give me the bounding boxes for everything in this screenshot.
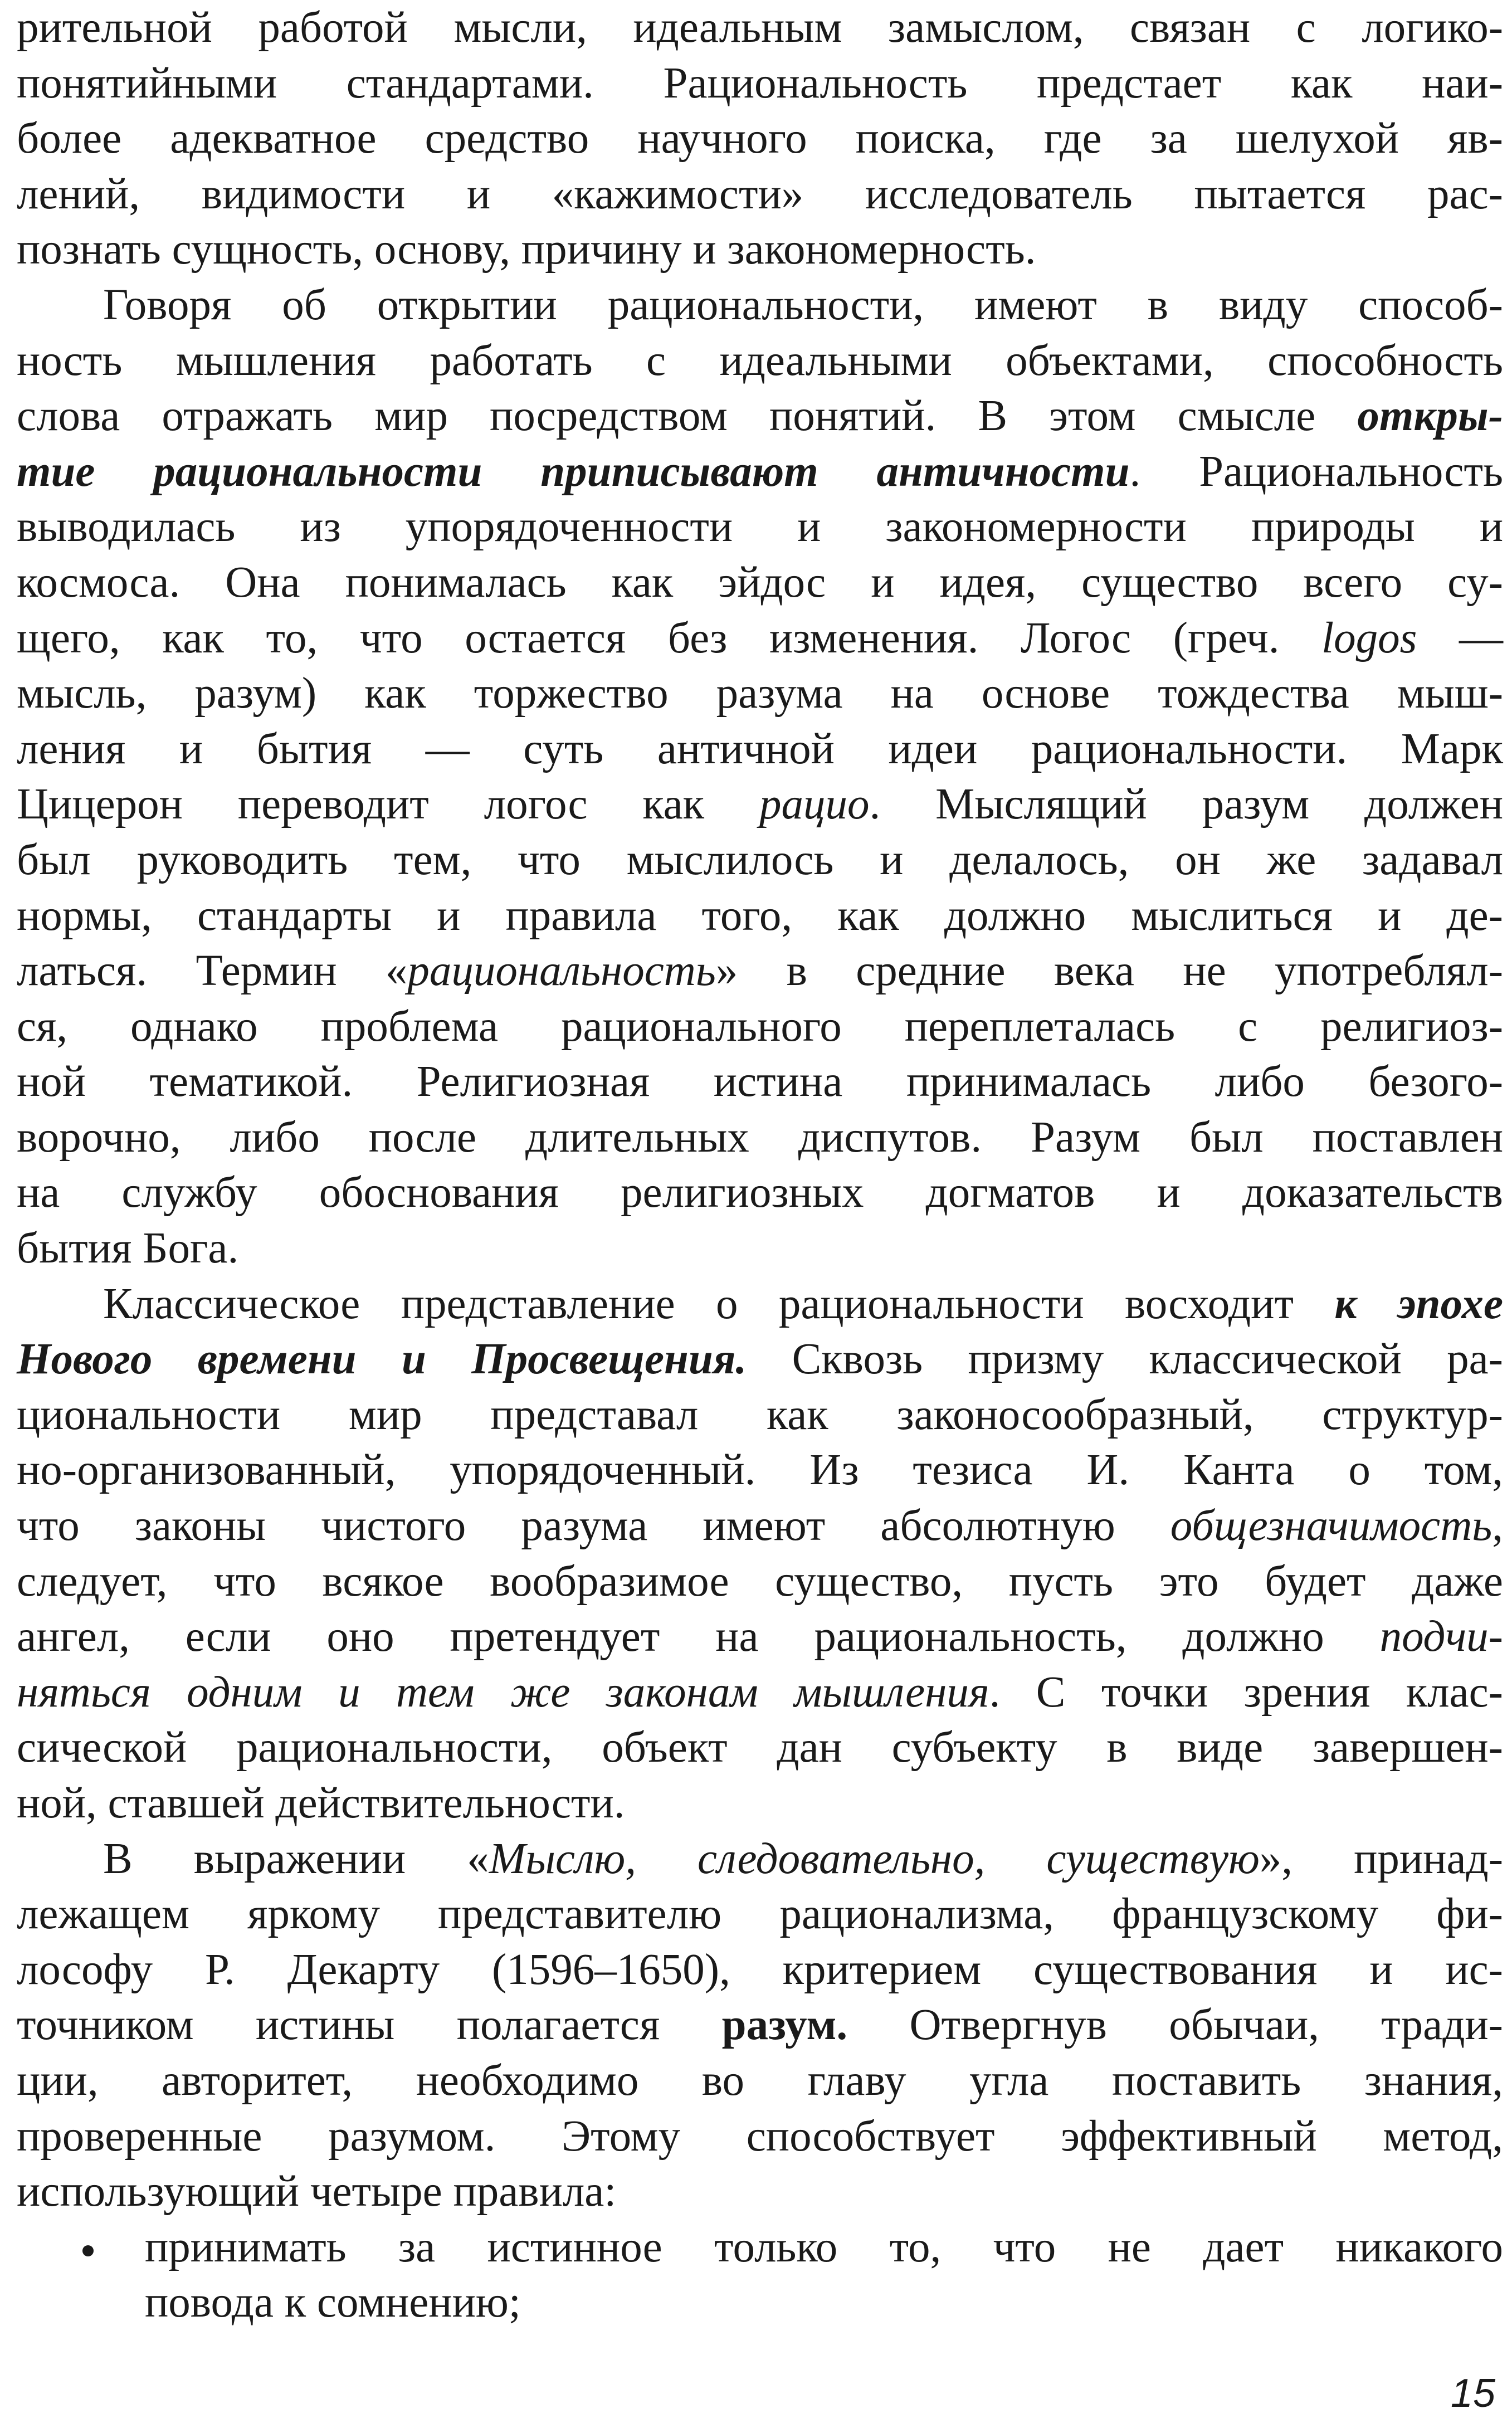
text-run: Отвергнув обычаи, тради- (847, 2001, 1503, 2050)
text-run: Сквозь призму классической ра- (747, 1335, 1503, 1384)
text-line (17, 1997, 1503, 2053)
text-line: лений, видимости и «кажимости» исследователь пытается рас- (17, 169, 1503, 218)
text-line (17, 1276, 1503, 1332)
italic-text: Мыслю, следовательно, существую (489, 1834, 1260, 1883)
text-line: сической рациональности, объект дан субъекту в виде завершен- (17, 1723, 1503, 1772)
text-line: ной тематикой. Религиозная истина принималась либо безого- (17, 1057, 1503, 1106)
italic-text: няться одним и тем же законам мышления (17, 1668, 989, 1717)
text-run: . Рациональность (1129, 447, 1503, 496)
emphasis-text: Нового времени и Просвещения. (17, 1335, 747, 1384)
text-line: был руководить тем, что мыслилось и делалось, он же задавал (17, 835, 1503, 884)
text-line: понятийными стандартами. Рациональность предстает как наи- (17, 58, 1503, 108)
text-run: . С точки зрения клас- (989, 1668, 1503, 1717)
bullet-item (17, 2220, 1503, 2275)
text-line: мысль, разум) как торжество разума на основе тождества мыш- (17, 669, 1503, 718)
text-line: использующий четыре правила: (17, 2167, 617, 2216)
text-line (17, 1332, 1503, 1387)
text-run: , (1492, 1501, 1503, 1551)
text-run: щего, как то, что остается без изменения. Логос (греч. (17, 613, 1322, 662)
text-run: слова отражать мир посредством понятий. В этом смысле (17, 392, 1358, 441)
text-run: точником истины полагается (17, 2001, 722, 2050)
text-run: » в средние века не употреблял- (715, 947, 1503, 996)
text-line (17, 388, 1503, 444)
text-line: нормы, стандарты и правила того, как должно мыслиться и де- (17, 891, 1503, 940)
text-run: . Мыслящий разум должен (869, 780, 1503, 829)
italic-text: рациональность (407, 947, 716, 996)
italic-text: общезначимость (1170, 1501, 1493, 1551)
emphasis-text: тие рациональности приписывают античности (17, 447, 1130, 496)
text-line (17, 444, 1503, 500)
text-run: », принад- (1259, 1834, 1504, 1883)
emphasis-text: к эпохе (1334, 1279, 1504, 1328)
text-line (17, 611, 1503, 666)
italic-text: подчи- (1379, 1612, 1503, 1661)
text-line: Говоря об открытии рациональности, имеют в виду способ- (103, 280, 1503, 329)
text-run: Классическое представление о рациональности восходит (103, 1279, 1335, 1328)
text-line: циональности мир представал как законосообразный, структур- (17, 1390, 1503, 1439)
text-run: принимать за истинное только то, что не дает никакого (145, 2222, 1503, 2271)
bold-text: разум. (721, 2001, 848, 2050)
text-line: ции, авторитет, необходимо во главу угла поставить знания, (17, 2056, 1503, 2105)
italic-text: logos (1321, 613, 1417, 662)
text-line: ворочно, либо после длительных диспутов. Разум был поставлен (17, 1113, 1503, 1162)
text-line: проверенные разумом. Этому способствует эффективный метод, (17, 2112, 1503, 2161)
text-line: ность мышления работать с идеальными объектами, способность (17, 336, 1503, 385)
text-line: следует, что всякое вообразимое существо, пусть это будет даже (17, 1557, 1503, 1606)
text-line (17, 1498, 1503, 1554)
text-line: бытия Бога. (17, 1224, 239, 1273)
text-line: но-организованный, упорядоченный. Из тезиса И. Канта о том, (17, 1446, 1503, 1495)
text-line: космоса. Она понималась как эйдос и идея, существо всего су- (17, 558, 1503, 607)
text-line: познать сущность, основу, причину и закономерность. (17, 225, 1036, 274)
text-line (17, 1665, 1503, 1720)
page-number: 15 (1450, 2371, 1495, 2416)
text-run: Цицерон переводит логос как (17, 780, 759, 829)
text-line: выводилась из упорядоченности и закономерности природы и (17, 503, 1503, 552)
text-run: В выражении « (103, 1834, 489, 1883)
text-line (17, 943, 1503, 999)
text-line (17, 1609, 1503, 1665)
text-line: на службу обоснования религиозных догматов и доказательств (17, 1168, 1503, 1217)
text-line: более адекватное средство научного поиска, где за шелухой яв- (17, 114, 1503, 163)
text-run: ангел, если оно претендует на рациональность, должно (17, 1612, 1380, 1661)
text-line: повода к сомнению; (145, 2278, 521, 2327)
text-line: ся, однако проблема рационального переплеталась с религиоз- (17, 1002, 1503, 1051)
emphasis-text: откры- (1357, 392, 1503, 441)
italic-text: рацио (759, 780, 870, 829)
bullet-icon (82, 2245, 94, 2256)
text-line: ления и бытия — суть античной идеи рациональности. Марк (17, 724, 1503, 773)
body-text (17, 0, 1503, 2331)
text-line: рительной работой мысли, идеальным замыслом, связан с логико- (17, 3, 1503, 52)
text-run: — (1417, 613, 1504, 662)
text-line: лософу Р. Декарту (1596–1650), критерием существования и ис- (17, 1945, 1503, 1994)
text-line: ной, ставшей действительности. (17, 1779, 625, 1827)
text-line (17, 1831, 1503, 1887)
text-run: что законы чистого разума имеют абсолютную (17, 1501, 1170, 1551)
text-line: лежащем яркому представителю рационализма, французскому фи- (17, 1890, 1503, 1939)
text-run: латься. Термин « (17, 947, 408, 996)
text-line (17, 777, 1503, 832)
